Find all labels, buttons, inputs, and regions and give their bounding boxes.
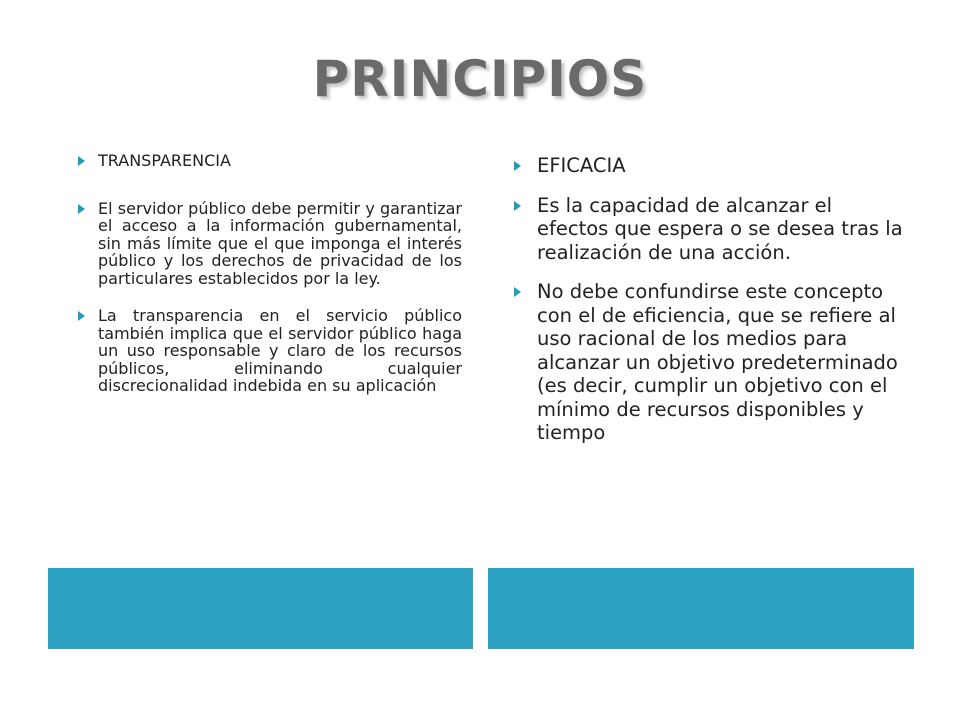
left-item-text: El servidor público debe permitir y garantizar el acceso a la información gubernamental, sin más límite que el que imponga el interés público y los derechos de privacidad de los particulares establecidos por la ley.	[98, 198, 462, 288]
right-accent-box	[488, 568, 914, 649]
left-bullet-item	[78, 152, 462, 170]
slide-title: PRINCIPIOS	[312, 50, 648, 108]
triangle-bullet-icon	[78, 156, 85, 166]
triangle-bullet-icon	[78, 311, 85, 321]
right-bullet-item	[514, 194, 904, 265]
left-accent-box	[48, 568, 473, 649]
right-item-text: Es la capacidad de alcanzar el efectos que espera o se desea tras la realización de una acción.	[537, 193, 903, 264]
right-bullet-item	[514, 280, 904, 445]
triangle-bullet-icon	[514, 161, 521, 171]
right-item-heading: EFICACIA	[537, 154, 626, 177]
right-column	[514, 154, 904, 461]
left-item-heading: TRANSPARENCIA	[98, 151, 231, 170]
right-item-text: No debe confundirse este concepto con el de eficiencia, que se refiere al uso racional de los medios para alcanzar un objetivo predeterminado (es decir, cumplir un objetivo con el mínimo de recursos disponibles y tiempo	[537, 280, 898, 444]
left-bullet-item	[78, 307, 462, 395]
left-item-text: La transparencia en el servicio público también implica que el servidor público haga un uso responsable y claro de los recursos públicos, eliminando cualquier discrecionalidad indebida en su aplicación	[98, 306, 462, 395]
right-bullet-item	[514, 154, 904, 178]
triangle-bullet-icon	[514, 201, 521, 211]
triangle-bullet-icon	[78, 204, 85, 214]
triangle-bullet-icon	[514, 287, 521, 297]
left-column	[78, 152, 462, 415]
left-bullet-item	[78, 200, 462, 288]
